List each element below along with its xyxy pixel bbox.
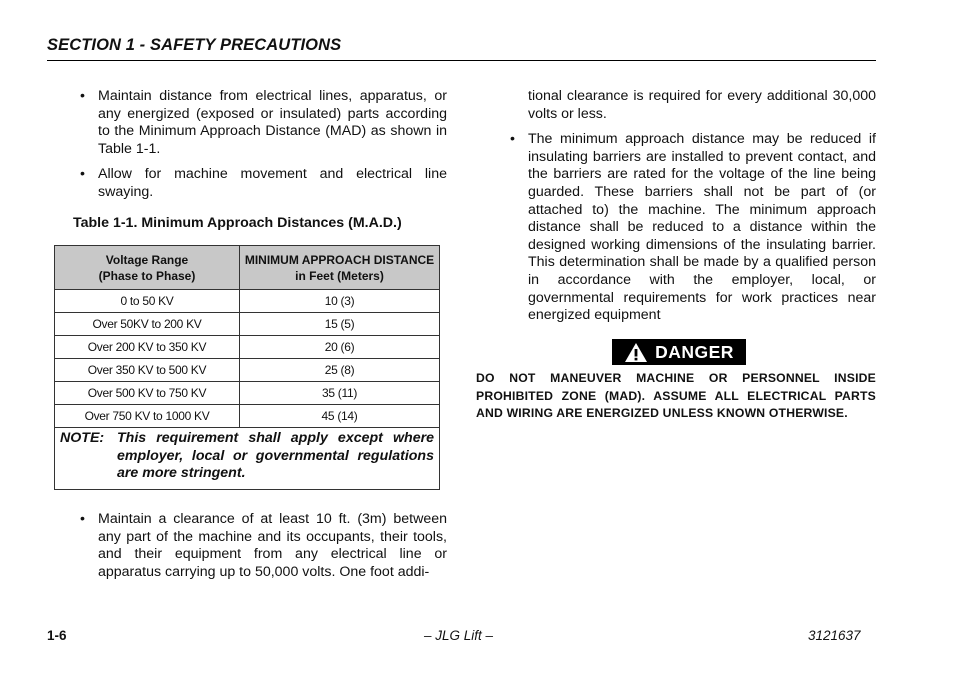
table-row xyxy=(55,290,440,313)
bullet-text: Maintain a clearance of at least 10 ft. (3m) between any part of the machine and its occupants, their tools, and their equipment from any electrical line or apparatus carrying up to 50,000 volts. One foot addi- xyxy=(98,511,447,580)
table-row xyxy=(55,313,440,336)
table-note-row xyxy=(55,428,440,490)
table-row xyxy=(55,382,440,405)
section-title: SECTION 1 - SAFETY PRECAUTIONS xyxy=(47,36,342,54)
page-number: 1-6 xyxy=(47,628,67,643)
distance-cell: 15 (5) xyxy=(240,313,440,336)
bullet-text: Maintain distance from electrical lines, apparatus, or any energized (exposed or insulated) parts according to the Minimum Approach Distance (MAD) as shown in Table 1-1. xyxy=(98,88,447,157)
minimum-approach-distance-table xyxy=(54,245,440,490)
bullet-text: The minimum approach distance may be reduced if insulating barriers are installed to prevent contact, and the barriers are rated for the voltage of the line being guarded. These barriers shall not be part of (or attached to) the machine. The minimum approach distance shall be reduced to a distance within the designed working dimensions of the insulating barrier. This determination shall be made by a qualified person in accordance with the employer, local, or governmental requirements for work practices near energized equipment xyxy=(528,131,876,324)
table-caption: Table 1-1. Minimum Approach Distances (M.A.D.) xyxy=(73,215,402,231)
note-label: NOTE: xyxy=(60,430,105,446)
header-line: in Feet (Meters) xyxy=(295,268,384,283)
column-header-voltage xyxy=(55,246,240,290)
table-row xyxy=(55,405,440,428)
continued-paragraph: tional clearance is required for every additional 30,000 volts or less. xyxy=(528,88,876,122)
list-item xyxy=(80,511,447,581)
voltage-cell: Over 500 KV to 750 KV xyxy=(55,382,240,405)
bullet-marker: • xyxy=(80,88,85,104)
bullet-text: Allow for machine movement and electrical line swaying. xyxy=(98,166,447,200)
list-item xyxy=(80,88,447,158)
left-column-top xyxy=(80,88,447,202)
right-column xyxy=(510,88,876,325)
warning-triangle-icon xyxy=(624,342,648,363)
header-line: MINIMUM APPROACH DISTANCE xyxy=(244,252,435,267)
voltage-cell: 0 to 50 KV xyxy=(55,290,240,313)
column-header-distance xyxy=(240,246,440,290)
table-row xyxy=(55,336,440,359)
voltage-cell: Over 350 KV to 500 KV xyxy=(55,359,240,382)
header-line: Voltage Range xyxy=(105,252,189,267)
note-cell xyxy=(55,428,440,490)
bullet-marker: • xyxy=(80,511,85,527)
table-header-row xyxy=(55,246,440,290)
danger-label: DANGER xyxy=(655,341,734,362)
header-divider xyxy=(47,60,876,61)
left-column-bottom xyxy=(80,511,447,581)
list-item xyxy=(510,131,876,325)
distance-cell: 10 (3) xyxy=(240,290,440,313)
danger-badge xyxy=(612,339,746,365)
danger-message: DO NOT MANEUVER MACHINE OR PERSONNEL INSIDE PROHIBITED ZONE (MAD). ASSUME ALL ELECTRICAL PARTS AND WIRING ARE ENERGIZED UNLESS KNOWN OTHERWISE. xyxy=(476,371,876,420)
voltage-cell: Over 200 KV to 350 KV xyxy=(55,336,240,359)
document-number: 3121637 xyxy=(808,628,861,643)
distance-cell: 20 (6) xyxy=(240,336,440,359)
note-text: This requirement shall apply except where employer, local or governmental regulations are more stringent. xyxy=(117,430,434,482)
table-row xyxy=(55,359,440,382)
voltage-cell: Over 750 KV to 1000 KV xyxy=(55,405,240,428)
header-line: (Phase to Phase) xyxy=(98,268,196,283)
distance-cell: 35 (11) xyxy=(240,382,440,405)
distance-cell: 25 (8) xyxy=(240,359,440,382)
list-item xyxy=(80,166,447,201)
footer-brand: – JLG Lift – xyxy=(424,628,494,643)
table-note xyxy=(60,430,434,483)
voltage-cell: Over 50KV to 200 KV xyxy=(55,313,240,336)
distance-cell: 45 (14) xyxy=(240,405,440,428)
bullet-marker: • xyxy=(80,166,85,183)
bullet-marker: • xyxy=(510,131,515,148)
